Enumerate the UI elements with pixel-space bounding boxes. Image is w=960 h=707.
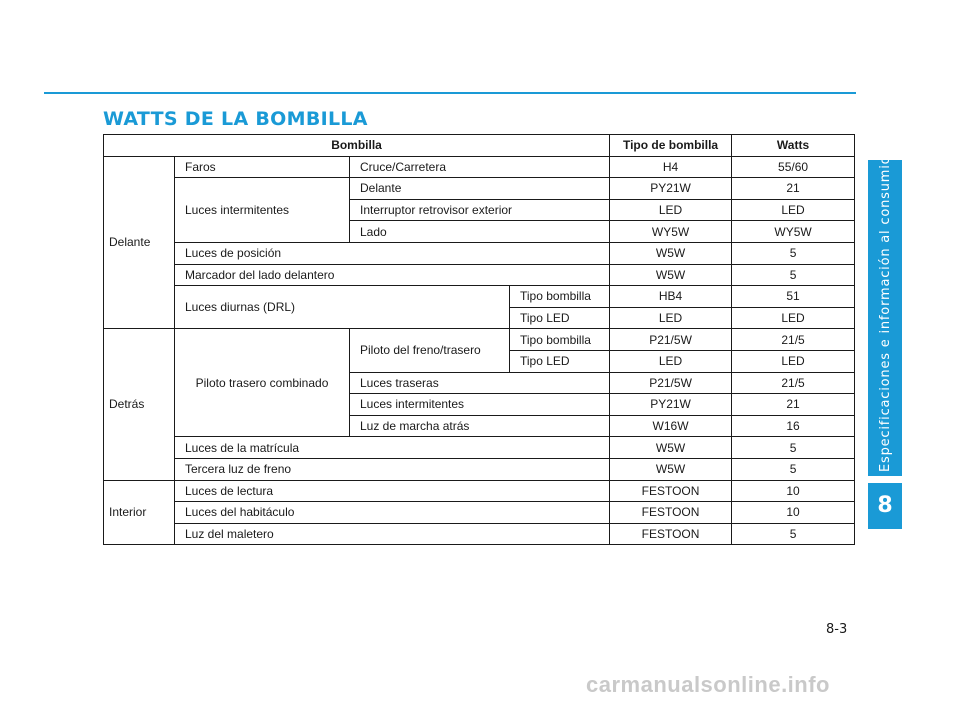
bulb-label: Luces del habitáculo: [175, 502, 610, 524]
bulb-watts: 21: [732, 178, 855, 200]
group-delante: Delante: [104, 156, 175, 329]
group-interior: Interior: [104, 480, 175, 545]
bulb-type: W5W: [610, 264, 732, 286]
bulb-label: Luces de lectura: [175, 480, 610, 502]
bulb-watts: 55/60: [732, 156, 855, 178]
bulb-label: Luces diurnas (DRL): [175, 286, 510, 329]
bulb-type: LED: [610, 307, 732, 329]
bulb-type: FESTOON: [610, 480, 732, 502]
bulb-watts: LED: [732, 199, 855, 221]
bulb-label: Luz del maletero: [175, 523, 610, 545]
bulb-watts: LED: [732, 350, 855, 372]
section-title: WATTS DE LA BOMBILLA: [103, 108, 368, 130]
bulb-label: Piloto trasero combinado: [175, 329, 350, 437]
bulb-type: LED: [610, 199, 732, 221]
bulb-label: Marcador del lado delantero: [175, 264, 610, 286]
bulb-watts: 51: [732, 286, 855, 308]
header-bombilla: Bombilla: [104, 135, 610, 157]
table-row: [104, 178, 855, 200]
bulb-watts: 5: [732, 458, 855, 480]
bulb-type: WY5W: [610, 221, 732, 243]
table-row: [104, 264, 855, 286]
header-watts: Watts: [732, 135, 855, 157]
bulb-type: PY21W: [610, 178, 732, 200]
header-rule: [44, 92, 856, 94]
bulb-sublabel: Interruptor retrovisor exterior: [350, 199, 610, 221]
bulb-sublabel: Tipo LED: [510, 350, 610, 372]
bulb-watts: 5: [732, 264, 855, 286]
bulb-watts: 21: [732, 394, 855, 416]
bulb-type: FESTOON: [610, 523, 732, 545]
bulb-label: Luces de la matrícula: [175, 437, 610, 459]
bulb-sublabel: Luces intermitentes: [350, 394, 610, 416]
bulb-type: PY21W: [610, 394, 732, 416]
bulb-sublabel: Cruce/Carretera: [350, 156, 610, 178]
bulb-watts: 5: [732, 242, 855, 264]
bulb-sublabel: Tipo bombilla: [510, 286, 610, 308]
table-row: [104, 502, 855, 524]
bulb-sublabel: Lado: [350, 221, 610, 243]
bulb-watts: 21/5: [732, 329, 855, 351]
bulb-watts: WY5W: [732, 221, 855, 243]
table-row: [104, 156, 855, 178]
bulb-type: W5W: [610, 242, 732, 264]
bulb-watts: 10: [732, 502, 855, 524]
bulb-sublabel: Delante: [350, 178, 610, 200]
bulb-watts: 16: [732, 415, 855, 437]
bulb-sublabel: Piloto del freno/trasero: [350, 329, 510, 372]
bulb-type: W5W: [610, 458, 732, 480]
bulb-label: Tercera luz de freno: [175, 458, 610, 480]
bulb-type: LED: [610, 350, 732, 372]
bulb-watts: 21/5: [732, 372, 855, 394]
bulb-type: P21/5W: [610, 329, 732, 351]
bulb-watts: 10: [732, 480, 855, 502]
bulb-sublabel: Luces traseras: [350, 372, 610, 394]
table-row: [104, 437, 855, 459]
group-detras: Detrás: [104, 329, 175, 480]
bulb-type: W5W: [610, 437, 732, 459]
bulb-wattage-table: [103, 134, 855, 545]
chapter-title: Especificaciones e información al consumidor: [878, 140, 893, 472]
bulb-sublabel: Luz de marcha atrás: [350, 415, 610, 437]
table-row: [104, 523, 855, 545]
bulb-label: Faros: [175, 156, 350, 178]
table-row: [104, 329, 855, 351]
page-number: 8-3: [826, 622, 848, 637]
bulb-watts: 5: [732, 523, 855, 545]
header-tipo: Tipo de bombilla: [610, 135, 732, 157]
bulb-watts: 5: [732, 437, 855, 459]
bulb-sublabel: Tipo bombilla: [510, 329, 610, 351]
bulb-type: P21/5W: [610, 372, 732, 394]
bulb-sublabel: Tipo LED: [510, 307, 610, 329]
bulb-type: FESTOON: [610, 502, 732, 524]
bulb-watts: LED: [732, 307, 855, 329]
bulb-type: W16W: [610, 415, 732, 437]
bulb-type: H4: [610, 156, 732, 178]
bulb-label: Luces intermitentes: [175, 178, 350, 243]
bulb-type: HB4: [610, 286, 732, 308]
table-row: [104, 458, 855, 480]
table-header-row: [104, 135, 855, 157]
chapter-number: 8: [868, 483, 902, 529]
bulb-label: Luces de posición: [175, 242, 610, 264]
table-row: [104, 242, 855, 264]
watermark: carmanualsonline.info: [586, 672, 830, 697]
table-row: [104, 480, 855, 502]
table-row: [104, 286, 855, 308]
